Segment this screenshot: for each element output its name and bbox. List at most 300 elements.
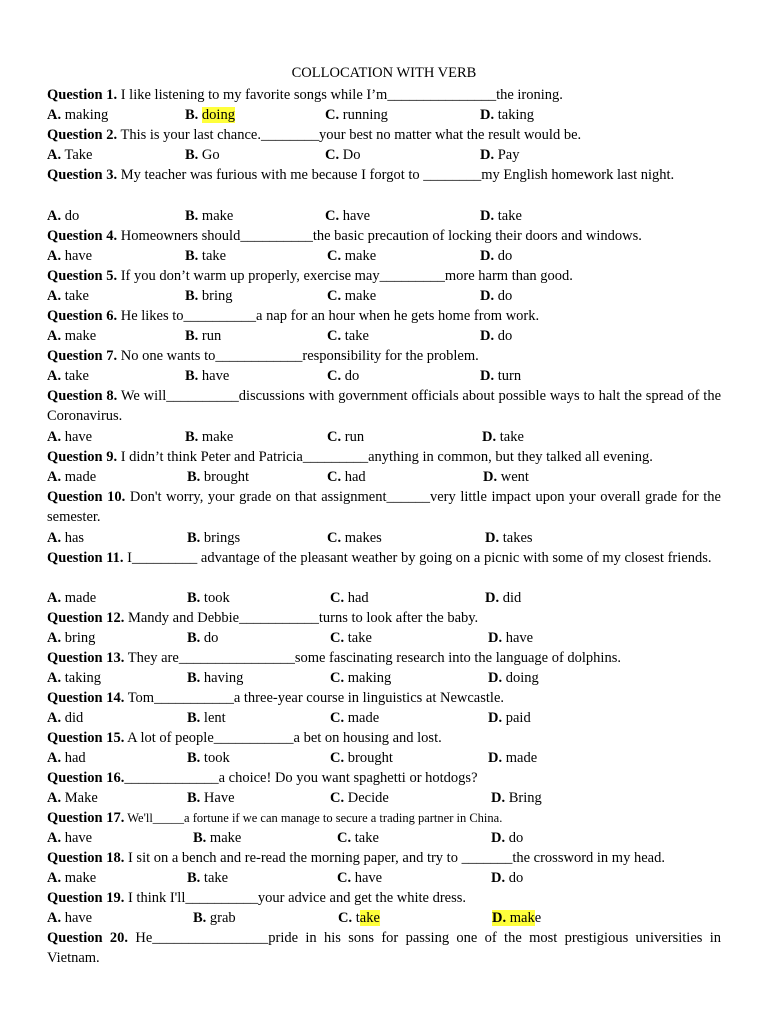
option-b[interactable] — [185, 105, 235, 125]
question-text: He likes to — [117, 308, 184, 324]
answer-blank: _________ — [302, 449, 369, 465]
option-b[interactable] — [187, 528, 240, 548]
options-row — [47, 206, 721, 226]
option-d[interactable] — [485, 588, 521, 608]
question-text: We will — [117, 388, 167, 404]
option-letter: B. — [193, 910, 207, 926]
question-text-end: the crossword in my head. — [512, 850, 665, 866]
option-a[interactable] — [47, 908, 92, 928]
options-row — [47, 427, 721, 447]
option-a[interactable] — [47, 828, 92, 848]
option-text: did — [61, 710, 84, 726]
option-text: make — [198, 208, 234, 224]
option-b[interactable] — [187, 788, 235, 808]
option-a[interactable] — [47, 145, 92, 165]
question-10 — [47, 487, 721, 527]
option-b[interactable] — [185, 246, 226, 266]
options-row — [47, 588, 721, 608]
answer-blank: _________ — [379, 268, 445, 284]
option-letter: B. — [185, 248, 199, 264]
option-text: Decide — [344, 790, 389, 806]
question-7 — [47, 346, 721, 366]
option-c[interactable] — [330, 748, 393, 768]
question-text: I didn’t think Peter and Patricia — [117, 449, 303, 465]
question-label: Question 17. — [47, 810, 125, 826]
option-text: make — [341, 248, 377, 264]
option-b[interactable] — [185, 145, 220, 165]
option-text: run — [341, 429, 365, 445]
option-text: make — [198, 429, 234, 445]
option-text: bring — [198, 288, 233, 304]
question-18 — [47, 848, 721, 868]
options-row — [47, 105, 721, 125]
option-letter: B. — [185, 208, 199, 224]
option-letter: C. — [330, 750, 345, 766]
answer-blank: ___________ — [154, 690, 234, 706]
question-text-end: responsibility for the problem. — [302, 348, 479, 364]
question-label: Question 8. — [47, 388, 118, 404]
option-text: take — [351, 830, 379, 846]
answer-blank: ___________ — [213, 730, 294, 746]
question-text: If you don’t warm up properly, exercise may — [117, 268, 380, 284]
option-letter: C. — [327, 368, 342, 384]
question-text-end: pride in his sons for passing one of the most prestigious universities in Vietnam. — [47, 930, 721, 966]
option-a[interactable] — [47, 246, 92, 266]
option-letter: D. — [488, 630, 503, 646]
question-label: Question 6. — [47, 308, 118, 324]
option-letter: A. — [47, 630, 62, 646]
option-text: do — [200, 630, 219, 646]
option-text: take — [494, 208, 522, 224]
option-letter: A. — [47, 790, 62, 806]
question-text: Mandy and Debbie — [124, 610, 240, 626]
option-b[interactable] — [185, 286, 233, 306]
question-label: Question 1. — [47, 87, 118, 103]
option-text: do — [494, 328, 513, 344]
question-15 — [47, 728, 721, 748]
options-row — [47, 528, 721, 548]
option-letter: C. — [330, 630, 345, 646]
option-letter: D. — [482, 429, 497, 445]
question-17 — [47, 808, 721, 828]
question-5 — [47, 266, 721, 286]
option-c[interactable] — [337, 828, 379, 848]
answer-blank: __________ — [183, 308, 257, 324]
option-b[interactable] — [193, 908, 236, 928]
option-letter: B. — [185, 107, 199, 123]
option-c[interactable] — [325, 206, 370, 226]
option-d[interactable] — [480, 286, 512, 306]
option-text: have — [61, 830, 93, 846]
option-c[interactable] — [327, 467, 366, 487]
option-letter: A. — [47, 328, 62, 344]
question-text-end: some fascinating research into the language of dolphins. — [294, 650, 621, 666]
question-label: Question 16. — [47, 770, 125, 786]
option-d[interactable] — [491, 828, 523, 848]
option-c[interactable] — [330, 588, 369, 608]
answer-blank: _____ — [152, 811, 185, 825]
option-b[interactable] — [185, 366, 229, 386]
answer-blank: ______ — [386, 489, 430, 505]
option-c[interactable] — [327, 286, 376, 306]
option-text: took — [200, 590, 230, 606]
answer-blank: _______________ — [387, 87, 497, 103]
option-letter: D. — [491, 790, 506, 806]
question-4 — [47, 226, 721, 246]
option-a[interactable] — [47, 528, 84, 548]
option-text: made — [344, 710, 380, 726]
option-c[interactable] — [325, 145, 360, 165]
option-text: have — [61, 429, 93, 445]
option-text: brought — [200, 469, 250, 485]
option-b[interactable] — [187, 708, 226, 728]
option-a[interactable] — [47, 326, 96, 346]
option-text: had — [61, 750, 86, 766]
option-letter: D. — [491, 870, 506, 886]
question-text-end: more harm than good. — [444, 268, 573, 284]
question-16 — [47, 768, 721, 788]
option-b[interactable] — [187, 868, 228, 888]
options-row — [47, 708, 721, 728]
option-a[interactable] — [47, 788, 98, 808]
option-c[interactable] — [327, 326, 369, 346]
option-letter: C. — [325, 107, 340, 123]
option-a[interactable] — [47, 366, 89, 386]
question-text: We'll — [124, 811, 153, 825]
option-text: make — [61, 328, 97, 344]
option-text: brings — [200, 530, 241, 546]
option-text: take — [198, 248, 227, 264]
question-text: Don't worry, your grade on that assignment — [125, 489, 387, 505]
question-text-end: a choice! Do you want spaghetti or hotdogs? — [218, 770, 478, 786]
option-letter: C. — [330, 670, 345, 686]
question-text-end: very little impact upon your overall grade for the semester. — [47, 489, 721, 525]
option-text: have — [61, 248, 93, 264]
option-d[interactable] — [488, 748, 537, 768]
option-letter: A. — [47, 469, 62, 485]
option-letter: A. — [47, 248, 62, 264]
question-text-end: a nap for an hour when he gets home from work. — [256, 308, 540, 324]
option-d[interactable] — [482, 427, 524, 447]
option-letter: C. — [325, 208, 340, 224]
question-text: They are — [124, 650, 179, 666]
question-label: Question 13. — [47, 650, 125, 666]
option-text: had — [341, 469, 366, 485]
option-letter: C. — [327, 469, 342, 485]
option-b[interactable] — [187, 588, 230, 608]
question-11 — [47, 548, 721, 568]
option-letter: B. — [185, 429, 199, 445]
option-a[interactable] — [47, 105, 108, 125]
option-text: take — [61, 288, 89, 304]
option-c[interactable] — [338, 908, 380, 928]
option-letter: D. — [491, 830, 506, 846]
option-letter: D. — [480, 248, 495, 264]
option-letter: D. — [488, 750, 503, 766]
option-letter: C. — [337, 870, 352, 886]
option-text: have — [502, 630, 534, 646]
option-c[interactable] — [330, 628, 372, 648]
option-text: brought — [344, 750, 393, 766]
question-9 — [47, 447, 721, 467]
question-text: Tom — [124, 690, 155, 706]
option-letter: C. — [325, 147, 340, 163]
option-d[interactable] — [480, 246, 512, 266]
option-d[interactable] — [488, 668, 539, 688]
option-a[interactable] — [47, 206, 79, 226]
option-letter: D. — [480, 368, 495, 384]
question-label: Question 5. — [47, 268, 118, 284]
option-letter: A. — [47, 429, 62, 445]
option-text: do — [505, 870, 524, 886]
option-a[interactable] — [47, 708, 83, 728]
option-b[interactable] — [187, 748, 230, 768]
question-14 — [47, 688, 721, 708]
option-text: has — [61, 530, 85, 546]
answer-blank: __________ — [166, 388, 239, 404]
question-text-end: a bet on housing and lost. — [293, 730, 442, 746]
option-text: take — [341, 328, 369, 344]
option-letter: A. — [47, 590, 62, 606]
option-letter: D. — [488, 670, 503, 686]
option-text: made — [502, 750, 538, 766]
option-text: run — [198, 328, 222, 344]
option-d[interactable] — [488, 628, 533, 648]
question-text: I — [123, 550, 133, 566]
options-row — [47, 366, 721, 386]
answer-blank: ____________ — [215, 348, 303, 364]
option-text: bring — [61, 630, 96, 646]
question-20 — [47, 928, 721, 968]
option-text: have — [61, 910, 93, 926]
option-text: do — [494, 248, 513, 264]
option-c[interactable] — [330, 708, 379, 728]
option-b[interactable] — [193, 828, 241, 848]
option-text: make — [341, 288, 377, 304]
question-text-end: the basic precaution of locking their doors and windows. — [312, 228, 642, 244]
option-letter: C. — [327, 248, 342, 264]
option-c[interactable] — [325, 105, 388, 125]
option-text: making — [344, 670, 392, 686]
option-text: take — [61, 368, 89, 384]
option-letter: B. — [187, 670, 201, 686]
option-letter: A. — [47, 670, 62, 686]
option-d[interactable] — [491, 788, 542, 808]
option-letter: D. — [488, 710, 503, 726]
option-text: doing — [502, 670, 539, 686]
option-text: took — [200, 750, 230, 766]
question-6 — [47, 306, 721, 326]
option-letter: C. — [330, 710, 345, 726]
option-letter: B. — [185, 328, 199, 344]
question-2 — [47, 125, 721, 145]
answer-blank: ________ — [261, 127, 319, 143]
option-letter: C. — [327, 328, 342, 344]
option-letter: B. — [193, 830, 207, 846]
option-b[interactable] — [185, 326, 221, 346]
options-row — [47, 748, 721, 768]
option-c[interactable] — [330, 788, 389, 808]
question-label: Question 7. — [47, 348, 118, 364]
question-text: A lot of people — [124, 730, 214, 746]
question-text-end: a three-year course in linguistics at Newcastle. — [233, 690, 504, 706]
option-d[interactable] — [492, 908, 541, 928]
option-letter: A. — [47, 710, 62, 726]
option-d[interactable] — [480, 326, 512, 346]
option-letter: C. — [337, 830, 352, 846]
option-letter: A. — [47, 208, 62, 224]
option-text: had — [344, 590, 369, 606]
option-b[interactable] — [185, 206, 233, 226]
question-3 — [47, 165, 721, 185]
option-a[interactable] — [47, 868, 96, 888]
option-a[interactable] — [47, 628, 95, 648]
option-letter: D. — [492, 910, 507, 926]
question-13 — [47, 648, 721, 668]
answer-blank: ________________ — [178, 650, 295, 666]
option-a[interactable] — [47, 467, 96, 487]
question-text: Homeowners should — [117, 228, 241, 244]
option-a[interactable] — [47, 668, 101, 688]
option-text: did — [499, 590, 522, 606]
option-text: made — [61, 469, 97, 485]
option-a[interactable] — [47, 588, 96, 608]
answer-blank: ________________ — [152, 930, 269, 946]
option-letter: D. — [483, 469, 498, 485]
option-text: Have — [200, 790, 235, 806]
option-text: made — [61, 590, 97, 606]
option-text: make — [61, 870, 97, 886]
option-letter: B. — [187, 710, 201, 726]
question-text-end: anything in common, but they talked all evening. — [368, 449, 653, 465]
option-text: take — [344, 630, 372, 646]
options-row — [47, 828, 721, 848]
option-b[interactable] — [185, 427, 233, 447]
answer-blank: _________ — [132, 550, 198, 566]
option-d[interactable] — [485, 528, 533, 548]
option-d[interactable] — [480, 145, 519, 165]
option-letter: C. — [327, 429, 342, 445]
option-letter: B. — [187, 630, 201, 646]
option-d[interactable] — [488, 708, 531, 728]
option-c[interactable] — [327, 528, 382, 548]
option-text: do — [341, 368, 360, 384]
question-label: Question 9. — [47, 449, 118, 465]
question-text: He — [128, 930, 153, 946]
option-a[interactable] — [47, 427, 92, 447]
option-letter: A. — [47, 750, 62, 766]
question-text-end: your advice and get the white dress. — [257, 890, 467, 906]
question-text: I think I'll — [124, 890, 186, 906]
question-label: Question 11. — [47, 550, 124, 566]
option-a[interactable] — [47, 286, 89, 306]
question-text-end: turns to look after the baby. — [318, 610, 479, 626]
option-text: take — [200, 870, 229, 886]
question-label: Question 20. — [47, 930, 129, 946]
question-text-end: the ironing. — [496, 87, 563, 103]
option-letter: D. — [480, 208, 495, 224]
option-c[interactable] — [327, 366, 359, 386]
option-letter: B. — [187, 750, 201, 766]
option-d[interactable] — [480, 206, 522, 226]
option-letter: B. — [185, 147, 199, 163]
option-letter: C. — [330, 790, 345, 806]
option-letter: B. — [187, 530, 201, 546]
option-letter: A. — [47, 830, 62, 846]
option-text: takes — [499, 530, 533, 546]
option-b[interactable] — [187, 467, 249, 487]
option-d[interactable] — [491, 868, 523, 888]
option-c[interactable] — [327, 427, 364, 447]
option-letter: D. — [480, 288, 495, 304]
option-letter: A. — [47, 870, 62, 886]
option-text: e — [534, 910, 542, 926]
options-row — [47, 467, 721, 487]
option-b[interactable] — [187, 668, 243, 688]
option-letter: B. — [185, 288, 199, 304]
question-text: No one wants to — [117, 348, 216, 364]
question-text-end: advantage of the pleasant weather by going on a picnic with some of my closest friends. — [197, 550, 712, 566]
options-row — [47, 246, 721, 266]
option-letter: D. — [480, 147, 495, 163]
option-letter: A. — [47, 107, 62, 123]
option-text: Do — [339, 147, 361, 163]
option-text: have — [351, 870, 383, 886]
option-text: do — [505, 830, 524, 846]
option-text: take — [496, 429, 524, 445]
option-highlight: mak — [506, 910, 535, 926]
option-d[interactable] — [480, 105, 534, 125]
question-text: This is your last chance. — [117, 127, 261, 143]
option-text: paid — [502, 710, 531, 726]
option-c[interactable] — [327, 246, 376, 266]
option-text: have — [198, 368, 230, 384]
option-highlight: doing — [201, 107, 235, 123]
options-row — [47, 628, 721, 648]
option-text: Go — [198, 147, 220, 163]
question-label: Question 15. — [47, 730, 125, 746]
option-a[interactable] — [47, 748, 86, 768]
option-text: running — [339, 107, 388, 123]
option-letter: A. — [47, 910, 62, 926]
answer-blank: _______ — [461, 850, 513, 866]
option-c[interactable] — [337, 868, 382, 888]
question-19 — [47, 888, 721, 908]
option-letter: D. — [480, 328, 495, 344]
answer-blank: ___________ — [239, 610, 319, 626]
options-row — [47, 908, 721, 928]
option-text: lent — [200, 710, 226, 726]
option-letter: A. — [47, 530, 62, 546]
option-text: taking — [494, 107, 534, 123]
option-letter: B. — [187, 790, 201, 806]
option-d[interactable] — [480, 366, 521, 386]
options-row — [47, 668, 721, 688]
question-12 — [47, 608, 721, 628]
option-c[interactable] — [330, 668, 391, 688]
options-row — [47, 286, 721, 306]
question-text-end: a fortune if we can manage to secure a trading partner in China. — [184, 811, 503, 825]
question-text-end: discussions with government officials about possible ways to halt the spread of the Coronavirus. — [47, 388, 722, 424]
option-b[interactable] — [187, 628, 218, 648]
options-row — [47, 788, 721, 808]
options-row — [47, 326, 721, 346]
option-letter: B. — [187, 469, 201, 485]
option-d[interactable] — [483, 467, 529, 487]
page-title: COLLOCATION WITH VERB — [291, 65, 477, 81]
question-label: Question 10. — [47, 489, 126, 505]
question-text-end: my English homework last night. — [481, 167, 675, 183]
